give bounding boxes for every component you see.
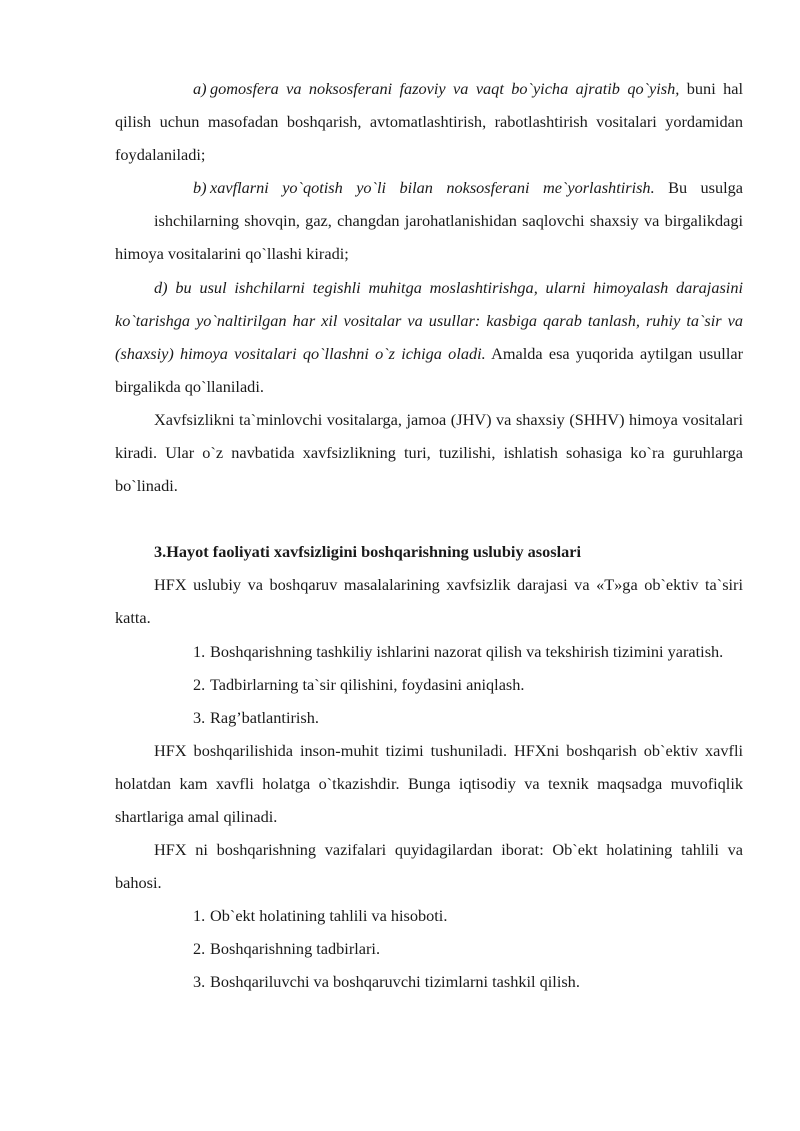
section-paragraph-3: HFX ni boshqarishning vazifalari quyidagilardan iborat: Ob`ekt holatining tahlili va bahosi. — [115, 840, 743, 893]
paragraph-d — [115, 271, 743, 403]
marker-b: b) — [193, 178, 207, 198]
list-item-text: Boshqarishning tashkiliy ishlarini nazorat qilish va tekshirish tizimini yaratish. — [210, 641, 724, 661]
list-item-number: 1. — [193, 906, 206, 926]
paragraph-vositalar: Xavfsizlikni ta`minlovchi vositalarga, jamoa (JHV) va shaxsiy (SHHV) himoya vositalari kiradi. Ular o`z navbatida xavfsizlikning turi, tuzilishi, ishlatish sohasiga ko`ra guruhlarga bo`linadi. — [115, 409, 743, 496]
list-item-number: 1. — [193, 641, 206, 661]
list-item — [115, 635, 743, 668]
list-item-text: Rag’batlantirish. — [210, 707, 319, 727]
list-item — [115, 899, 743, 932]
paragraph-a-text: buni hal qilish uchun masofadan boshqarish, avtomatlashtirish, rabotlashtirish vositalari yordamidan foydalaniladi; — [115, 79, 744, 165]
list-item — [115, 965, 743, 998]
paragraph-d-italic: d) bu usul ishchilarni tegishli muhitga moslashtirishga, ularni himoyalash darajasini ko`tarishga yo`naltirilgan har xil vositalar va usullar: kasbiga qarab tanlash, ruhiy ta`sir va (shaxsiy) himoya vositalari qo`llashni o`z ichiga oladi. — [115, 277, 743, 363]
list-item-text: Boshqarishning tadbirlari. — [210, 939, 381, 959]
list-item-number: 3. — [193, 707, 206, 727]
paragraph-d-text: Amalda esa yuqorida aytilgan usullar birgalikda qo`llaniladi. — [115, 343, 744, 396]
list-item-number: 2. — [193, 939, 206, 959]
paragraph-b-text2: ishchilarning shovqin, gaz, changdan jarohatlanishidan saqlovchi shaxsiy va birgalikdagi himoya vositalarini qo`llashi kiradi; — [115, 211, 743, 264]
paragraph-a-italic: gomosfera va noksosferani fazoviy va vaqt bo`yicha ajratib qo`yish, — [210, 79, 680, 98]
section-paragraph-1: HFX uslubiy va boshqaruv masalalarining xavfsizlik darajasi va «T»ga ob`ektiv ta`siri katta. — [115, 575, 743, 628]
list-item-text: Tadbirlarning ta`sir qilishini, foydasini aniqlash. — [210, 674, 525, 694]
paragraph-b-continuation — [115, 204, 743, 270]
section-heading: 3.Hayot faoliyati xavfsizligini boshqarishning uslubiy asoslari — [154, 542, 582, 562]
list-item-text: Ob`ekt holatining tahlili va hisoboti. — [210, 906, 448, 926]
paragraph-b-italic: xavflarni yo`qotish yo`li bilan noksosferani me`yorlashtirish. — [210, 178, 655, 198]
marker-a: a) — [193, 79, 207, 98]
paragraph-a — [115, 72, 743, 171]
list-item — [115, 668, 743, 701]
list-item — [115, 701, 743, 734]
list-item-number: 2. — [193, 674, 206, 694]
list-item — [115, 932, 743, 965]
paragraph-b — [115, 171, 743, 204]
section-paragraph-2: HFX boshqarilishida inson-muhit tizimi tushuniladi. HFXni boshqarish ob`ektiv xavfli holatdan kam xavfli holatga o`tkazishdir. Bunga iqtisodiy va texnik maqsadga muvofiqlik shartlariga amal qilinadi. — [115, 740, 743, 826]
paragraph-b-text1: Bu usulga — [668, 178, 743, 198]
list-item-number: 3. — [193, 972, 206, 992]
list-item-text: Boshqariluvchi va boshqaruvchi tizimlarni tashkil qilish. — [210, 972, 580, 992]
document-page — [115, 72, 743, 999]
